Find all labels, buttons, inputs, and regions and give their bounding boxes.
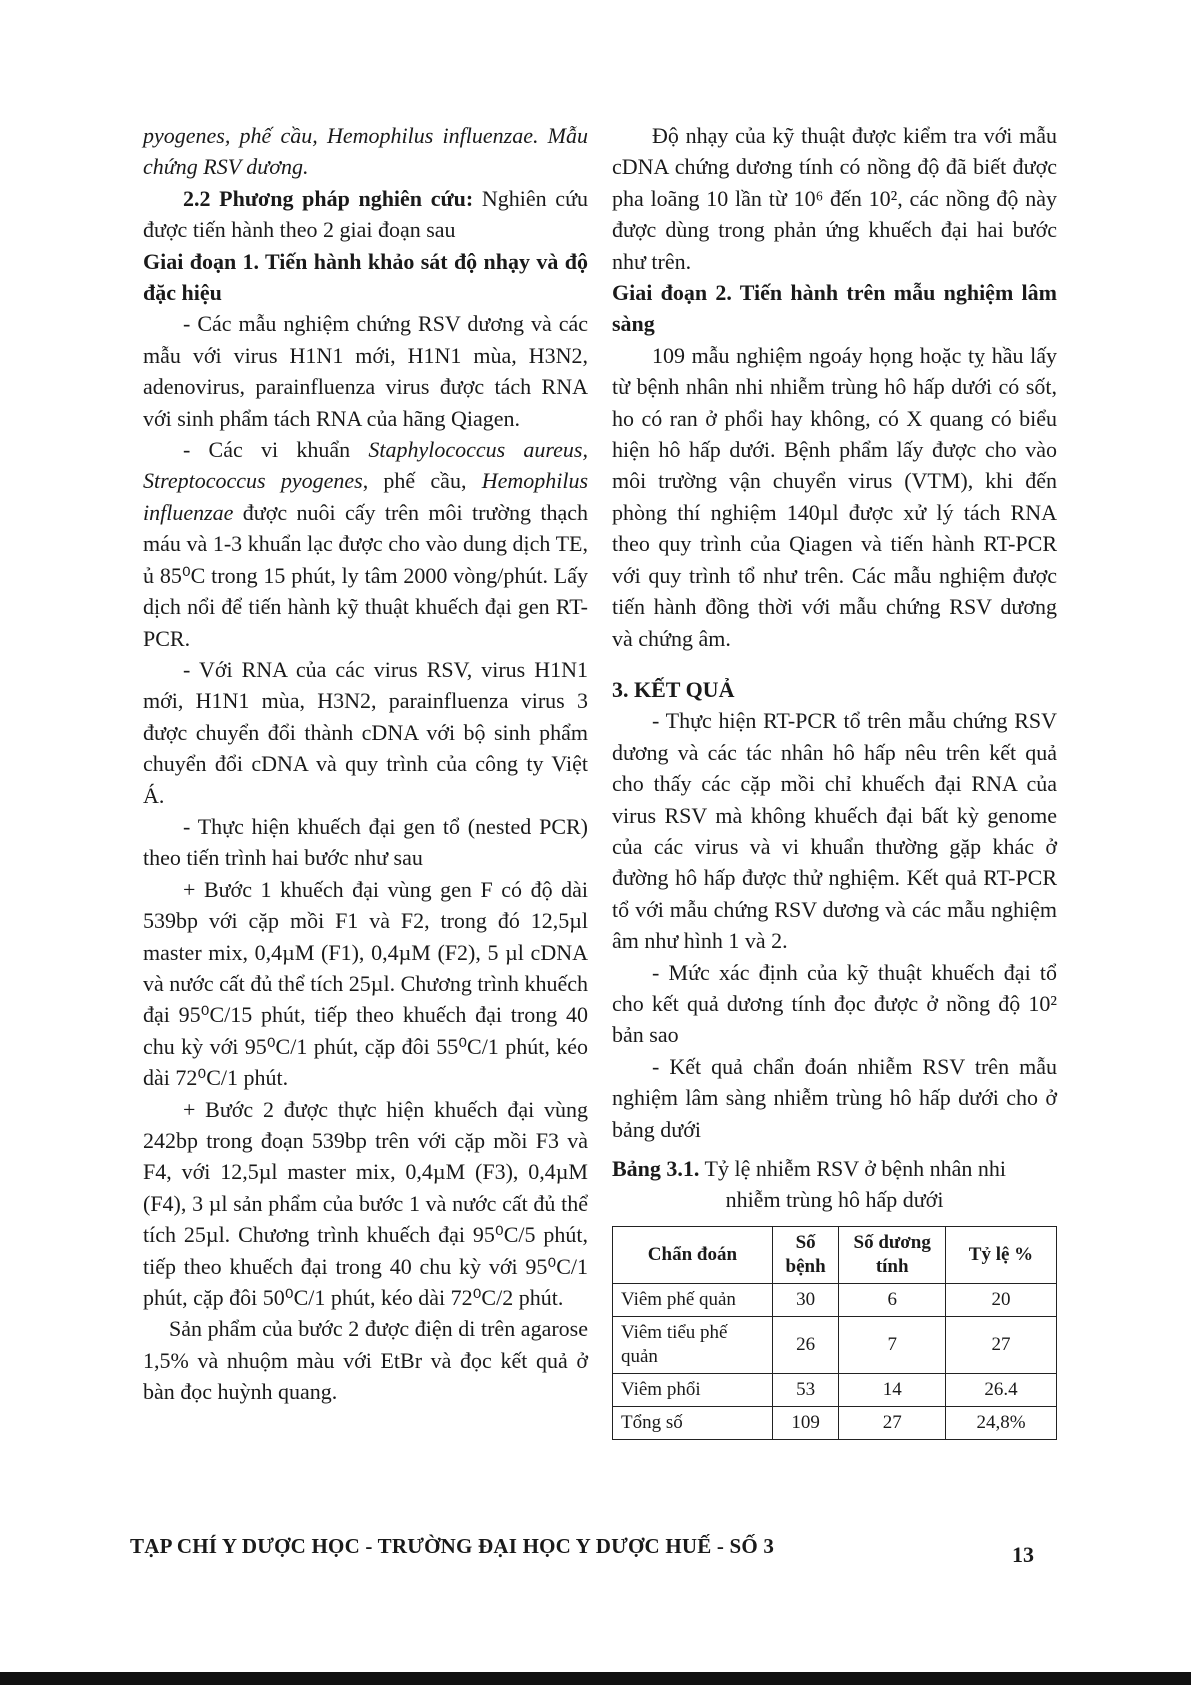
table-cell: 27 <box>839 1406 946 1439</box>
table-cell: Viêm phế quản <box>613 1283 773 1316</box>
table-cell: 7 <box>839 1316 946 1373</box>
results-table <box>612 1226 1057 1440</box>
text-run: được nuôi cấy trên môi trường thạch máu và 1-3 khuẩn lạc được cho vào dung dịch TE, ủ 85⁰C trong 15 phút, ly tâm 2000 vòng/phút. Lấy dịch nổi để tiến hành kỹ thuật khuếch đại gen RT-PCR. <box>143 499 588 651</box>
journal-footer: TẠP CHÍ Y DƯỢC HỌC - TRƯỜNG ĐẠI HỌC Y DƯỢC HUẾ - SỐ 3 <box>130 1534 775 1558</box>
paragraph: + Bước 2 được thực hiện khuếch đại vùng 242bp trong đoạn 539bp trên với cặp mồi F3 và F4, với 12,5µl master mix, 0,4µM (F3), 0,4µM (F4), 3 µl sản phẩm của bước 1 và nước cất đủ thể tích 25µl. Chương trình khuếch đại 95⁰C/5 phút, tiếp theo khuếch đại trong 40 chu kỳ với 95⁰C/1 phút, cặp đôi 50⁰C/1 phút, kéo dài 72⁰C/2 phút. <box>143 1096 588 1311</box>
table-cell: 26.4 <box>945 1373 1056 1406</box>
paragraph-text: pyogenes, phế cầu, Hemophilus influenzae. Mẫu chứng RSV dương. <box>143 123 588 180</box>
text-run: , phế cầu, <box>362 468 482 494</box>
table-row <box>613 1316 1057 1373</box>
table-cell: 20 <box>945 1283 1056 1316</box>
results-heading: 3. KẾT QUẢ <box>612 676 735 702</box>
paragraph: 109 mẫu nghiệm ngoáy họng hoặc tỵ hầu lấy từ bệnh nhân nhi nhiễm trùng hô hấp dưới có sốt, ho có ran ở phổi hay không, có X quang có biểu hiện hô hấp dưới. Bệnh phẩm lấy được cho vào môi trường vận chuyển virus (VTM), khi đến phòng thí nghiệm 140µl được xử lý tách RNA theo quy trình của Qiagen và tiến hành RT-PCR với quy trình tổ như trên. Các mẫu nghiệm được tiến hành đồng thời với mẫu chứng RSV dương và chứng âm. <box>612 342 1057 651</box>
text-run: - Các vi khuẩn <box>183 437 369 463</box>
right-column <box>612 120 1057 1440</box>
paragraph: Sản phẩm của bước 2 được điện di trên agarose 1,5% và nhuộm màu với EtBr và đọc kết quả ở bàn đọc huỳnh quang. <box>143 1316 588 1405</box>
table-cell: 26 <box>772 1316 839 1373</box>
table-cell: 24,8% <box>945 1406 1056 1439</box>
table-caption-line2: nhiễm trùng hô hấp dưới <box>725 1187 944 1213</box>
left-column <box>143 120 588 1408</box>
paragraph: - Thực hiện khuếch đại gen tổ (nested PCR) theo tiến trình hai bước như sau <box>143 813 588 871</box>
paragraph: - Mức xác định của kỹ thuật khuếch đại tổ cho kết quả dương tính đọc được ở nồng độ 10² bản sao <box>612 959 1057 1048</box>
paragraph: - Kết quả chẩn đoán nhiễm RSV trên mẫu nghiệm lâm sàng nhiễm trùng hô hấp dưới cho ở bảng dưới <box>612 1053 1057 1142</box>
table-cell: Tổng số <box>613 1406 773 1439</box>
table-row <box>613 1406 1057 1439</box>
table-cell: 27 <box>945 1316 1056 1373</box>
table-row <box>613 1283 1057 1316</box>
table-cell: 6 <box>839 1283 946 1316</box>
table-caption-label: Bảng 3.1. <box>612 1156 700 1181</box>
methods-heading: 2.2 Phương pháp nghiên cứu: <box>183 185 474 211</box>
page-number: 13 <box>1012 1542 1034 1567</box>
paragraph <box>143 120 588 183</box>
paragraph: + Bước 1 khuếch đại vùng gen F có độ dài 539bp với cặp mồi F1 và F2, trong đó 12,5µl master mix, 0,4µM (F1), 0,4µM (F2), 5 µl cDNA và nước cất đủ thể tích 25µl. Chương trình khuếch đại 95⁰C/15 phút, tiếp theo khuếch đại trong 40 chu kỳ với 95⁰C/1 phút, cặp đôi 55⁰C/1 phút, kéo dài 72⁰C/1 phút. <box>143 876 588 1091</box>
paragraph: Độ nhạy của kỹ thuật được kiểm tra với mẫu cDNA chứng dương tính có nồng độ đã biết được pha loãng 10 lần từ 10⁶ đến 10², các nồng độ này được dùng trong phản ứng khuếch đại hai bước như trên. <box>612 123 1057 274</box>
table-header-cell: Chẩn đoán <box>613 1226 773 1283</box>
phase1-heading: Giai đoạn 1. Tiến hành khảo sát độ nhạy và độ đặc hiệu <box>143 248 588 306</box>
table-caption-text: Tỷ lệ nhiễm RSV ở bệnh nhân nhi <box>699 1156 1007 1181</box>
paragraph <box>143 434 588 654</box>
paragraph: - Các mẫu nghiệm chứng RSV dương và các mẫu với virus H1N1 mới, H1N1 mùa, H3N2, adenovirus, parainfluenza virus được tách RNA với sinh phẩm tách RNA của hãng Qiagen. <box>143 311 588 431</box>
methods-paragraph <box>143 183 588 246</box>
table-cell: 53 <box>772 1373 839 1406</box>
scan-edge <box>0 1672 1191 1685</box>
table-header-cell: Số bệnh <box>772 1226 839 1283</box>
table-header-cell: Tỷ lệ % <box>945 1226 1056 1283</box>
table-header-cell: Số dương tính <box>839 1226 946 1283</box>
paragraph: - Thực hiện RT-PCR tổ trên mẫu chứng RSV dương và các tác nhân hô hấp nêu trên kết quả cho thấy các cặp mồi chỉ khuếch đại RNA của virus RSV mà không khuếch đại bất kỳ genome của các virus và vi khuẩn thường gặp khác ở đường hô hấp được thử nghiệm. Kết quả RT-PCR tổ với mẫu chứng RSV dương và các mẫu nghiệm âm như hình 1 và 2. <box>612 708 1057 954</box>
table-cell: Viêm tiểu phế quản <box>613 1316 773 1373</box>
paragraph: - Với RNA của các virus RSV, virus H1N1 mới, H1N1 mùa, H3N2, parainfluenza virus 3 được chuyển đổi thành cDNA với bộ sinh phẩm chuyển đổi cDNA và quy trình của công ty Việt Á. <box>143 656 588 808</box>
table-cell: 30 <box>772 1283 839 1316</box>
table-row <box>613 1373 1057 1406</box>
table-header-row <box>613 1226 1057 1283</box>
methods-text: Nghiên cứu được tiến hành theo 2 giai đoạn sau <box>143 185 588 243</box>
species-name: Hemophilus influenzae <box>143 468 589 525</box>
table-cell: Viêm phổi <box>613 1373 773 1406</box>
table-cell: 14 <box>839 1373 946 1406</box>
phase2-heading: Giai đoạn 2. Tiến hành trên mẫu nghiệm lâm sàng <box>612 280 1057 337</box>
table-cell: 109 <box>772 1406 839 1439</box>
table-caption <box>612 1153 1057 1184</box>
spacer <box>612 654 1057 674</box>
species-name: Staphylococcus aureus, Streptococcus pyogenes <box>143 437 588 494</box>
